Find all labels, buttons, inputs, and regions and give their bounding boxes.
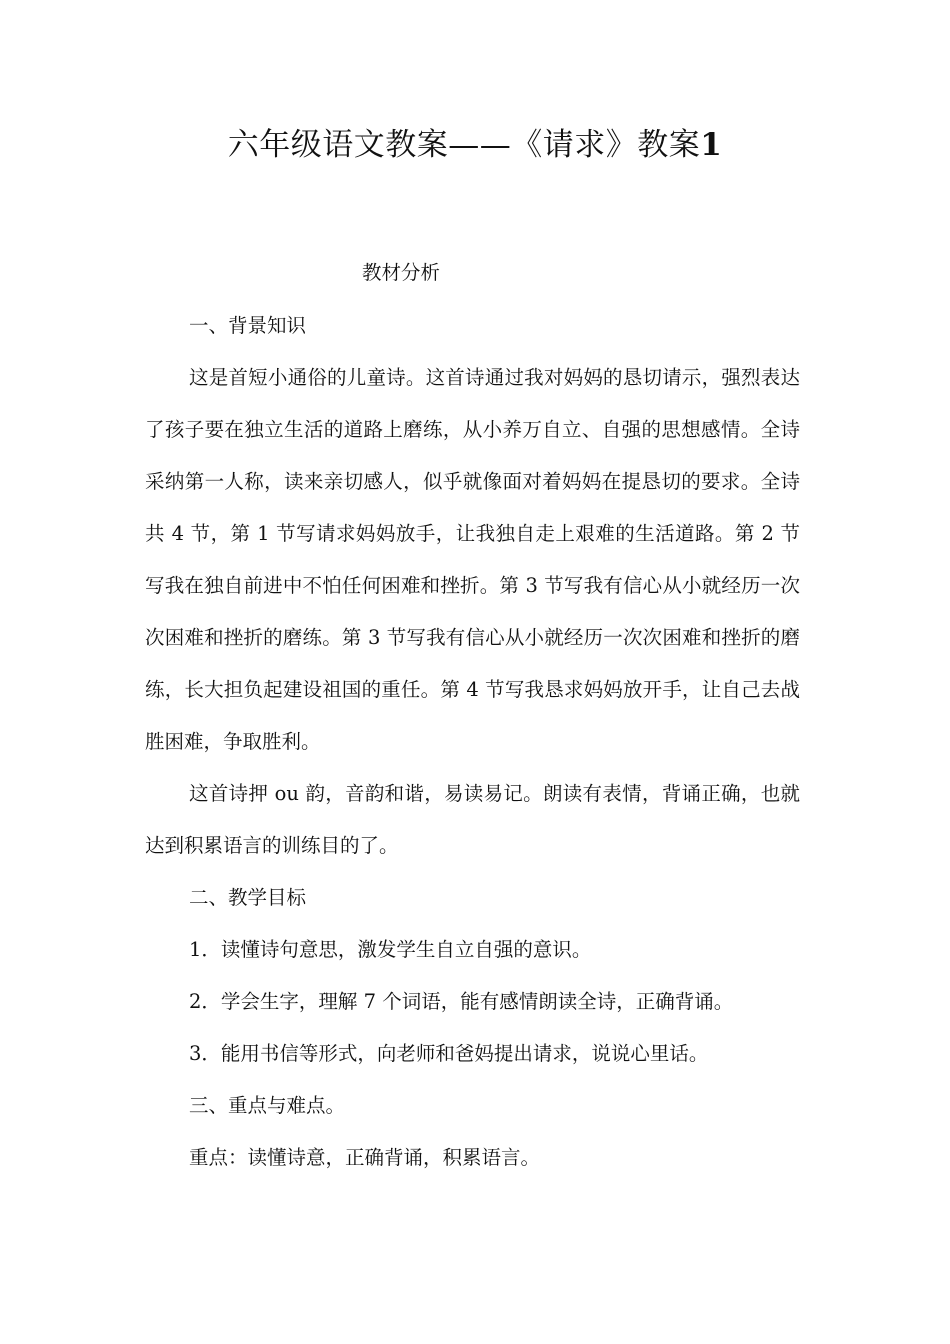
paragraph-background: 这是首短小通俗的儿童诗。这首诗通过我对妈妈的恳切请示，强烈表达了孩子要在独立生活的道路上磨练，从小养万自立、自强的思想感情。全诗采纳第一人称，读来亲切感人，似乎就像面对着妈妈在提恳切的要求。全诗共 4 节，第 1 节写请求妈妈放手，让我独自走上艰难的生活道路。第 2 节写我在独自前进中不怕任何困难和挫折。第 3 节写我有信心从小就经历一次次困难和挫折的磨练。第 3 节写我有信心从小就经历一次次困难和挫折的磨练，长大担负起建设祖国的重任。第 4 节写我恳求妈妈放开手，让自己去战胜困难，争取胜利。	[145, 366, 800, 753]
paragraph-rhyme: 这首诗押 ou 韵，音韵和谐，易读易记。朗读有表情，背诵正确，也就达到积累语言的训练目的了。	[145, 782, 800, 857]
title-text: 六年级语文教案——《请求》教案	[227, 127, 701, 163]
goal-item-1: 1．读懂诗句意思，激发学生自立自强的意识。	[189, 938, 592, 961]
section-heading: 教材分析	[362, 261, 441, 284]
key-point-text: 重点：读懂诗意，正确背诵，积累语言。	[189, 1146, 541, 1169]
subheading-background: 一、背景知识	[189, 314, 307, 337]
subheading-key-points: 三、重点与难点。	[189, 1094, 346, 1117]
title-number: 1	[700, 127, 723, 163]
goal-item-3: 3．能用书信等形式，向老师和爸妈提出请求，说说心里话。	[189, 1042, 709, 1065]
document-title	[0, 122, 950, 168]
subheading-goals: 二、教学目标	[189, 886, 307, 909]
goal-item-2: 2．学会生字，理解 7 个词语，能有感情朗读全诗，正确背诵。	[189, 990, 734, 1013]
document-body	[145, 247, 800, 1184]
